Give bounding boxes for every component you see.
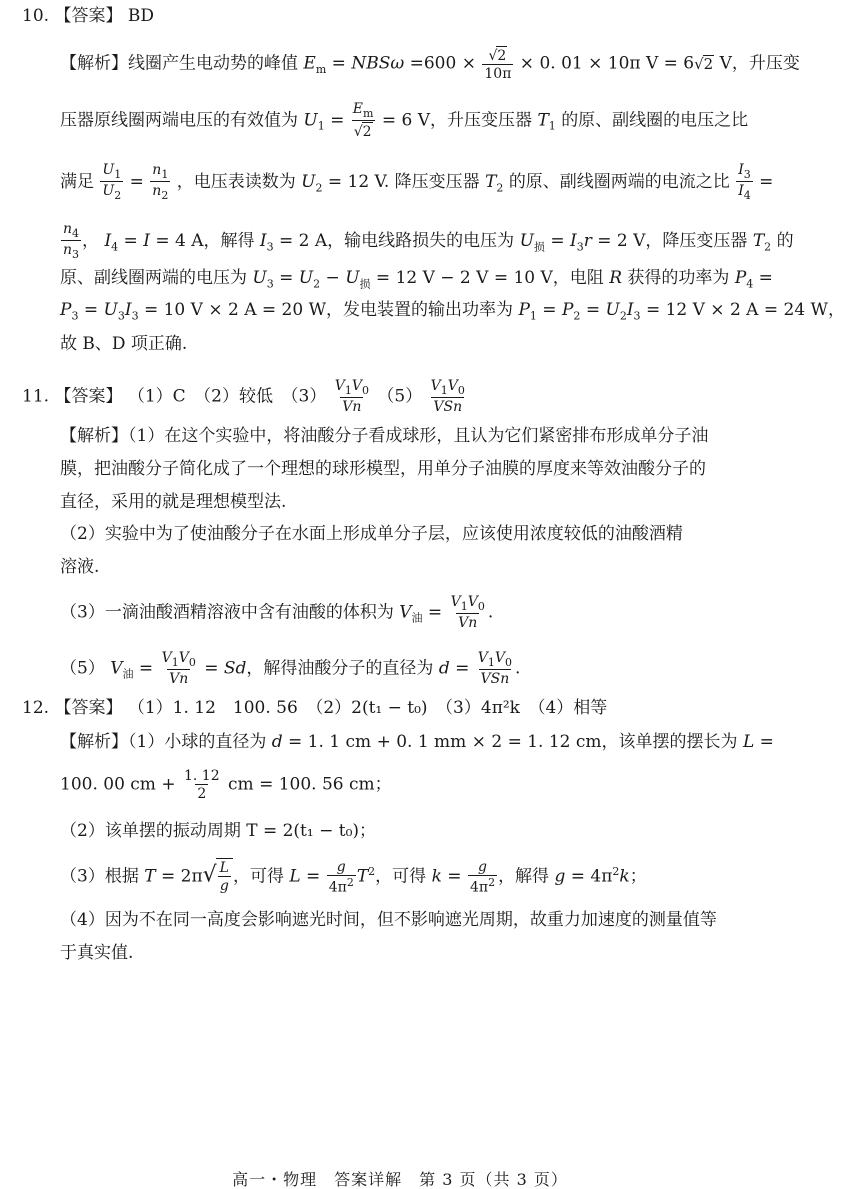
page-footer: 高一・物理 答案详解 第 3 页（共 3 页） <box>232 1170 568 1189</box>
q11-answer-line: 11. 【答案】 （1）C （2）较低 （3） $\frac{V_1V_0}{Vn}$ （5） $V_1V_0$ VSn <box>22 378 465 416</box>
q11-analysis-p1-line3: 直径，采用的就是理想模型法. <box>60 492 287 512</box>
q10-analysis-label: 【解析】 <box>60 53 128 74</box>
fraction-em-over-sqrt2: $\frac{E_m}{√2}$ <box>352 101 374 141</box>
q12-analysis-line-3: （2）该单摆的振动周期 T = 2(t₁ − t₀)； <box>60 821 377 841</box>
q12-analysis-line-6: 于真实值. <box>60 943 134 963</box>
q11-analysis-p2-line2: 溶液. <box>60 557 100 577</box>
q10-answer: BD <box>127 6 154 26</box>
q12-answer: （1）1. 12 100. 56 （2）2(t₁ − t₀) （3）4π²k （4）相等 <box>127 698 608 718</box>
q10-analysis-line-2: 压器原线圈两端电压的有效值为 $U_1$ = $\frac{E_m}{√2}$ = 6 V，升压变压器 $T_1$ 的原、副线圈的电压之比 <box>60 101 749 141</box>
q11-analysis-p1-line2: 膜，把油酸分子简化成了一个理想的球形模型，用单分子油膜的厚度来等效油酸分子的 <box>60 459 706 479</box>
q12-number: 12. <box>22 698 50 718</box>
q11-analysis-p3: （3）一滴油酸酒精溶液中含有油酸的体积为 $V_油$ = $\frac{V_1V_0}{Vn}$ . <box>60 594 494 632</box>
q10-answer-label: 【答案】 <box>54 6 123 26</box>
q10-analysis-line-7: 故 B、D 项正确. <box>60 334 188 354</box>
q11-number: 11. <box>22 386 50 407</box>
q12-analysis-line-2: 100. 00 cm + $\frac{1. 12}{2}$ cm = 100. 56 cm； <box>60 768 392 803</box>
q11-answer-label: 【答案】 <box>54 386 123 407</box>
q10-analysis-line-3: 满足 $\frac{U_1}{U_2}$ = $\frac{n_1}{n_2}$ ，电压表读数为 $U_2 = 12$ V. 降压变压器 $T_2$ 的原、副线圈两端的电流之比 $\frac{I_3}{I_4}$ = <box>60 162 774 203</box>
q10-analysis-line-6: $P_3 = U_3I_3 = 10$ V × 2 A = 20 W，发电装置的输出功率为 $P_1 = P_2 = U_2I_3 = 12$ V × 2 A = 24 W， <box>60 300 845 323</box>
q12-analysis-label: 【解析】 <box>60 732 128 752</box>
fraction-sqrt2-over-10pi: $\frac{√2}{10\pi}$ <box>484 48 512 83</box>
q10-analysis-line-1: 【解析】线圈产生电动势的峰值 $E_m = NBS\omega =600$ × $\frac{√2}{10\pi}$ × 0. 01 × 10π V = 6√2 V，升压变 <box>60 48 800 83</box>
q12-answer-label: 【答案】 <box>54 698 123 718</box>
q10-number: 10. <box>22 6 50 26</box>
q11-analysis-p2-line1: （2）实验中为了使油酸分子在水面上形成单分子层，应该使用浓度较低的油酸酒精 <box>60 524 683 544</box>
q12-answer-line <box>22 700 607 717</box>
q10-analysis-line-4: $\frac{n_4}{n_3}$ ， $I_4 = I = 4$ A，解得 $I_3 = 2$ A，输电线路损失的电压为 $U_损 = I_3r = 2$ V，降压变压器 $T_2$ 的 <box>63 221 794 262</box>
q10-analysis-line-5: 原、副线圈两端的电压为 $U_3 = U_2 - U_损 = 12$ V − 2 V = 10 V，电阻 R 获得的功率为 $P_4$ = <box>60 268 773 291</box>
q10-answer-line <box>22 8 154 25</box>
q11-analysis-p1-line1: 【解析】（1）在这个实验中，将油酸分子看成球形，且认为它们紧密排布形成单分子油 <box>60 426 709 446</box>
q11-analysis-label: 【解析】 <box>60 426 128 446</box>
q12-analysis-line-1: 【解析】（1）小球的直径为 d = 1. 1 cm + 0. 1 mm × 2 = 1. 12 cm，该单摆的摆长为 L = <box>60 732 774 752</box>
q11-analysis-p5: （5） $V_油$ = $\frac{V_1V_0}{Vn}$ = Sd，解得油酸分子的直径为 d = $V_1V_0$ VSn . <box>60 650 521 688</box>
q12-analysis-line-5: （4）因为不在同一高度会影响遮光时间，但不影响遮光周期，故重力加速度的测量值等 <box>60 910 717 930</box>
q12-analysis-line-4: （3）根据 T = 2π√ $\frac{L}{g}$ ，可得 L = $\frac{g}{4\pi^2}$ $T^2$，可得 k = $\frac{g}{4\pi^2}$ ，解得 $g = 4\pi^2k$； <box>60 858 647 896</box>
